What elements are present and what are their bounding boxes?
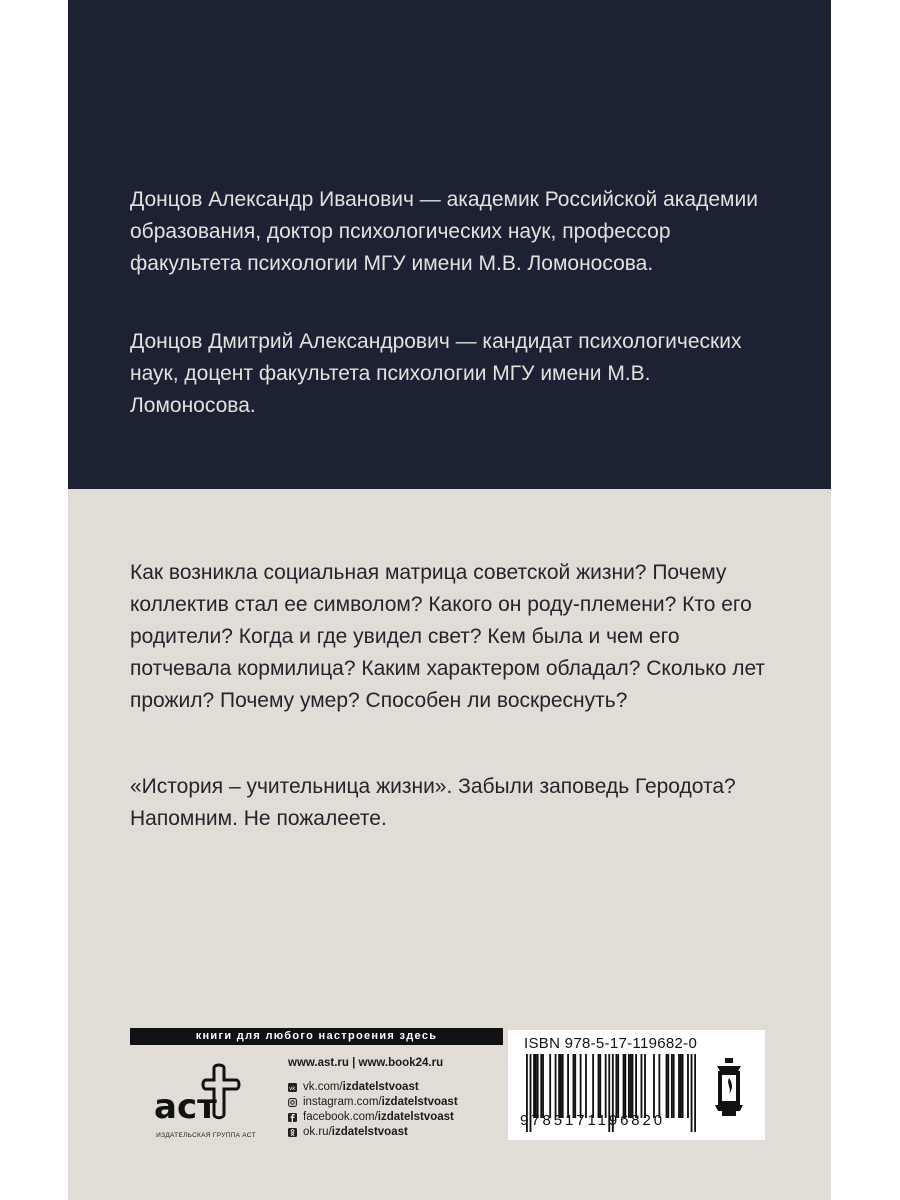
social-link-instagram[interactable] xyxy=(288,1095,458,1110)
annotation-paragraph-1-text: Как возникла социальная матрица советской жизни? Почему коллектив стал ее символом? Какого он роду-племени? Кто его родители? Когда и где увидел свет? Кем была и чем его потчевала кормилица? Каким характером обладал? Сколько лет прожил? Почему умер? Способен ли воскреснуть? xyxy=(130,561,766,712)
isbn-label: ISBN 978-5-17-119682-0 xyxy=(524,1035,698,1052)
social-instagram-prefix: instagram.com/ xyxy=(303,1096,382,1108)
barcode-bar xyxy=(585,1054,587,1118)
barcode-bar xyxy=(694,1054,696,1132)
social-link-ok[interactable] xyxy=(288,1125,458,1140)
barcode-bar xyxy=(535,1054,537,1118)
annotation-paragraph-2-text: «История – учительница жизни». Забыли заповедь Геродота? Напомним. Не пожалеете. xyxy=(130,775,736,830)
author-bio-2 xyxy=(130,326,770,422)
barcode-bar xyxy=(691,1054,693,1132)
vk-icon xyxy=(288,1083,297,1092)
social-vk-prefix: vk.com/ xyxy=(303,1081,343,1093)
author-bio-1-text: Донцов Александр Иванович — академик Российской академии образования, доктор психологических наук, профессор факультета психологии МГУ имени М.В. Ломоносова. xyxy=(130,188,758,275)
barcode-bar xyxy=(580,1054,582,1118)
social-facebook-prefix: facebook.com/ xyxy=(303,1111,378,1123)
barcode-bar xyxy=(567,1054,569,1118)
barcode-bar xyxy=(573,1054,575,1118)
barcode-bar xyxy=(617,1054,619,1118)
barcode-bar xyxy=(682,1054,684,1118)
social-link-vk[interactable] xyxy=(288,1080,458,1095)
ast-logo xyxy=(152,1062,258,1124)
barcode-bar xyxy=(533,1054,535,1118)
barcode-bar xyxy=(542,1054,544,1118)
barcode-bar xyxy=(560,1054,562,1118)
barcode-bar xyxy=(628,1054,630,1118)
author-bio-2-text: Донцов Дмитрий Александрович — кандидат психологических наук, доцент факультета психологии МГУ имени М.В. Ломоносова. xyxy=(130,330,742,417)
ok-icon xyxy=(288,1128,297,1137)
facebook-icon xyxy=(288,1113,297,1122)
barcode-bar xyxy=(598,1054,600,1118)
barcode-bar xyxy=(658,1054,660,1118)
barcode-bar xyxy=(615,1054,617,1118)
barcode-bar xyxy=(667,1054,669,1118)
barcode-bar xyxy=(599,1054,601,1118)
lantern-icon xyxy=(708,1058,750,1120)
barcode-bar xyxy=(666,1054,668,1118)
annotation-paragraph-1 xyxy=(130,557,770,717)
barcode-bar xyxy=(653,1054,655,1118)
publisher-tagline: книги для любого настроения здесь xyxy=(130,1028,503,1045)
barcode-bar xyxy=(641,1054,643,1118)
author-panel xyxy=(68,0,831,489)
svg-text:vk: vk xyxy=(289,1086,296,1092)
barcode-digits: 9785171196820 xyxy=(520,1112,666,1129)
book-back-cover xyxy=(68,0,831,1200)
isbn-block xyxy=(508,1030,765,1140)
annotation-paragraph-2 xyxy=(130,771,770,835)
barcode-bar xyxy=(558,1054,560,1118)
barcode-bar xyxy=(574,1054,576,1118)
barcode-bar xyxy=(555,1054,557,1118)
barcode-bar xyxy=(644,1054,646,1118)
barcode-bar xyxy=(671,1054,673,1118)
barcode-bar xyxy=(624,1054,626,1118)
barcode-bar xyxy=(605,1054,607,1118)
social-instagram-handle: izdatelstvoast xyxy=(381,1096,458,1108)
barcode-bar xyxy=(673,1054,675,1118)
publisher-websites[interactable]: www.ast.ru | www.book24.ru xyxy=(288,1057,444,1069)
barcode-bar xyxy=(630,1054,632,1118)
publisher-group-name: ИЗДАТЕЛЬСКАЯ ГРУППА АСТ xyxy=(156,1132,256,1139)
social-facebook-handle: izdatelstvoast xyxy=(377,1111,454,1123)
ast-logo-text: аст xyxy=(154,1087,217,1124)
social-link-facebook[interactable] xyxy=(288,1110,458,1125)
barcode-bar xyxy=(635,1054,637,1118)
barcode-bar xyxy=(537,1054,539,1118)
barcode-bar xyxy=(632,1054,634,1118)
barcode-bar xyxy=(623,1054,625,1118)
barcode-bar xyxy=(680,1054,682,1118)
barcode-bar xyxy=(678,1054,680,1118)
barcode-bar xyxy=(549,1054,551,1118)
instagram-icon xyxy=(288,1098,297,1107)
barcode-bar xyxy=(540,1054,542,1118)
social-vk-handle: izdatelstvoast xyxy=(342,1081,419,1093)
barcode-bar xyxy=(687,1054,689,1118)
social-links xyxy=(288,1080,458,1140)
barcode-bar xyxy=(562,1054,564,1118)
barcode-bar xyxy=(592,1054,594,1118)
author-bio-1 xyxy=(130,184,770,280)
social-ok-prefix: ok.ru/ xyxy=(303,1126,332,1138)
social-ok-handle: izdatelstvoast xyxy=(331,1126,408,1138)
